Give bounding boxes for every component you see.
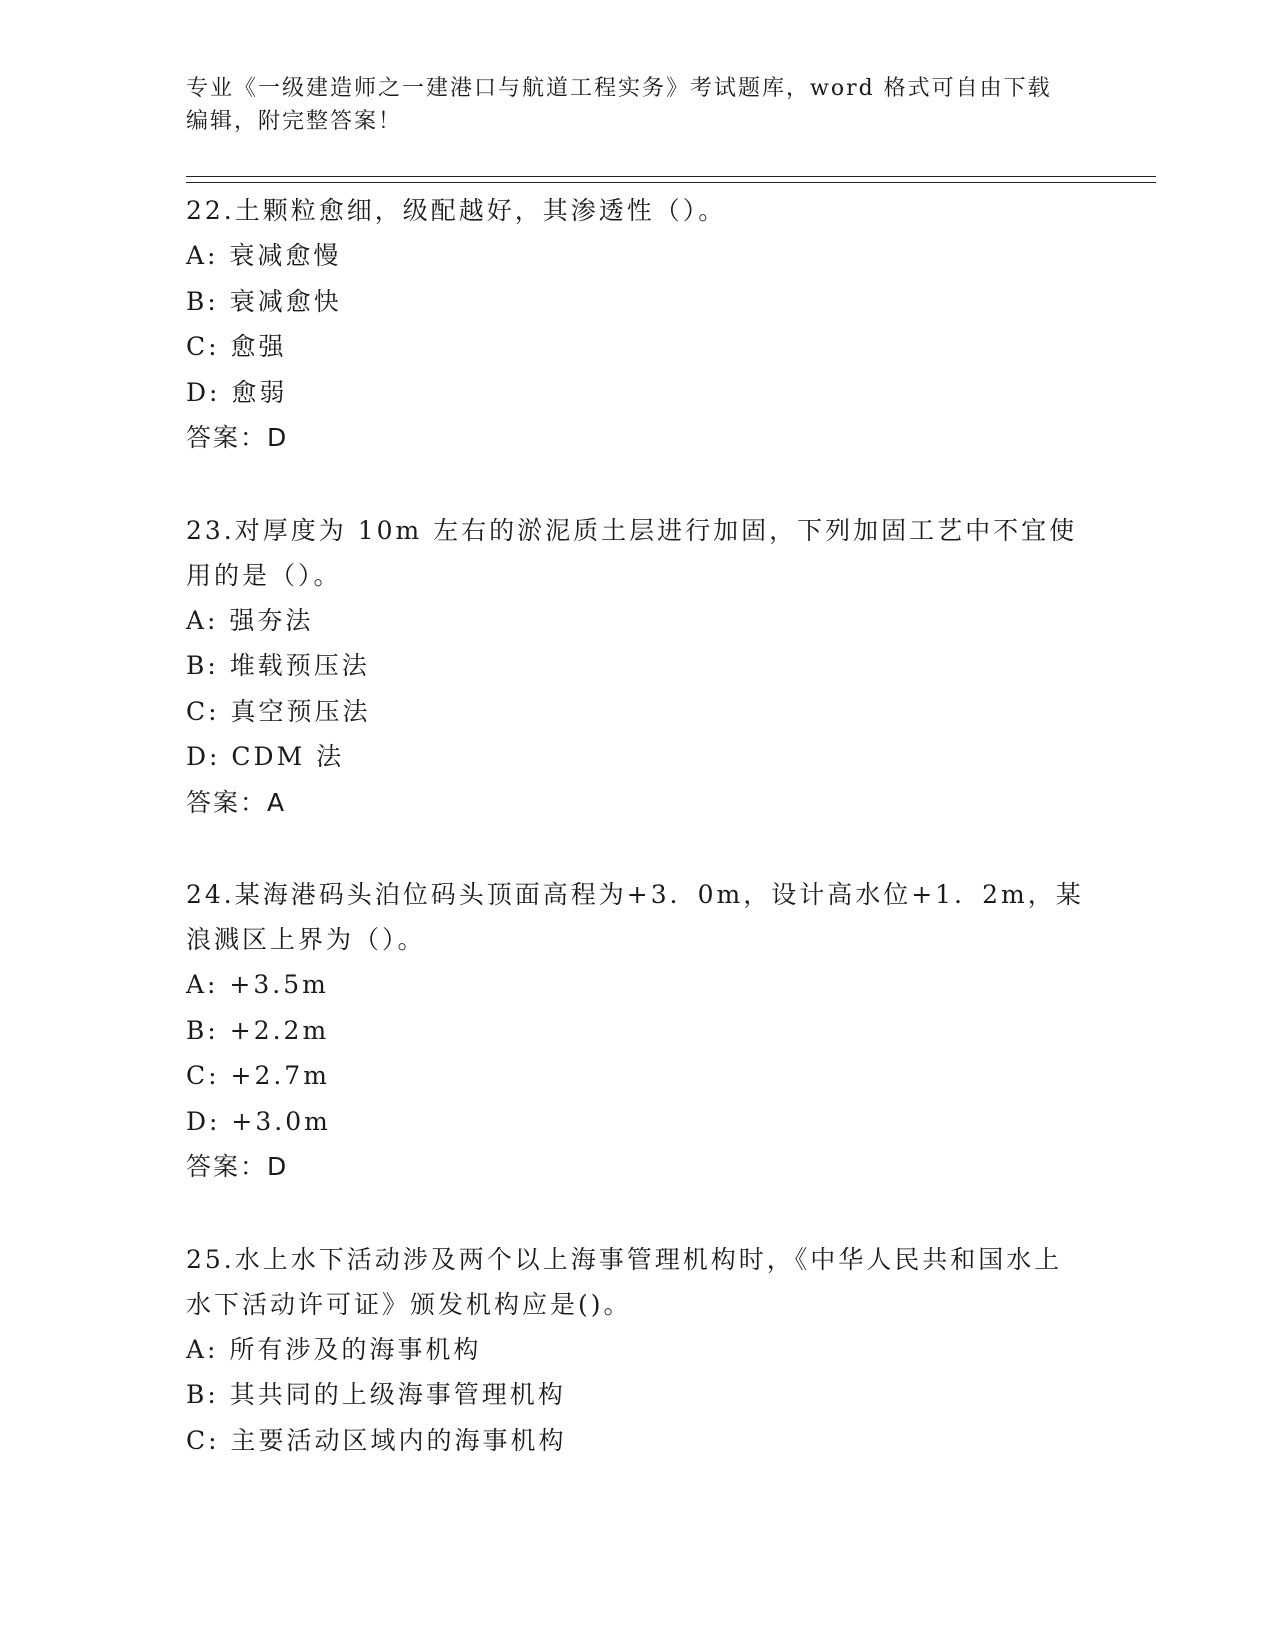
question-stem: 25.水上水下活动涉及两个以上海事管理机构时，《中华人民共和国水上水下活动许可证》颁发机构应是()。 bbox=[186, 1244, 1063, 1319]
question-22 bbox=[186, 188, 1086, 461]
option-d: D: CDM 法 bbox=[186, 742, 345, 771]
option-b: B: 堆载预压法 bbox=[186, 651, 370, 680]
question-stem: 22.土颗粒愈细，级配越好，其渗透性（）。 bbox=[186, 196, 727, 225]
answer-line: 答案：A bbox=[186, 787, 287, 817]
option-a: A: 强夯法 bbox=[186, 605, 314, 635]
option-d: D: +3.0m bbox=[186, 1106, 331, 1136]
option-a: A: 所有涉及的海事机构 bbox=[186, 1334, 482, 1364]
header-divider-top bbox=[186, 176, 1156, 177]
option-c: C: +2.7m bbox=[186, 1061, 330, 1090]
option-c: C: 愈强 bbox=[186, 332, 287, 361]
question-stem: 23.对厚度为 10m 左右的淤泥质土层进行加固，下列加固工艺中不宜使用的是（）。 bbox=[186, 515, 1078, 590]
question-25 bbox=[186, 1237, 1086, 1464]
option-a: A: 衰减愈慢 bbox=[186, 241, 342, 270]
answer-line: 答案：D bbox=[186, 423, 289, 452]
option-b: B: 其共同的上级海事管理机构 bbox=[186, 1380, 566, 1409]
question-stem: 24.某海港码头泊位码头顶面高程为+3．0m，设计高水位+1．2m，某浪溅区上界为（）。 bbox=[186, 880, 1084, 954]
question-list bbox=[186, 188, 1086, 1510]
option-d: D: 愈弱 bbox=[186, 377, 288, 407]
question-24 bbox=[186, 872, 1086, 1190]
answer-line: 答案：D bbox=[186, 1152, 289, 1181]
header-divider-bottom bbox=[186, 182, 1156, 183]
option-a: A: +3.5m bbox=[186, 970, 329, 999]
option-c: C: 真空预压法 bbox=[186, 696, 371, 726]
question-23 bbox=[186, 508, 1086, 826]
document-header: 专业《一级建造师之一建港口与航道工程实务》考试题库，word 格式可自由下载编辑，附完整答案！ bbox=[186, 76, 1052, 134]
option-c: C: 主要活动区域内的海事机构 bbox=[186, 1425, 567, 1455]
option-b: B: +2.2m bbox=[186, 1015, 330, 1045]
option-b: B: 衰减愈快 bbox=[186, 286, 342, 316]
